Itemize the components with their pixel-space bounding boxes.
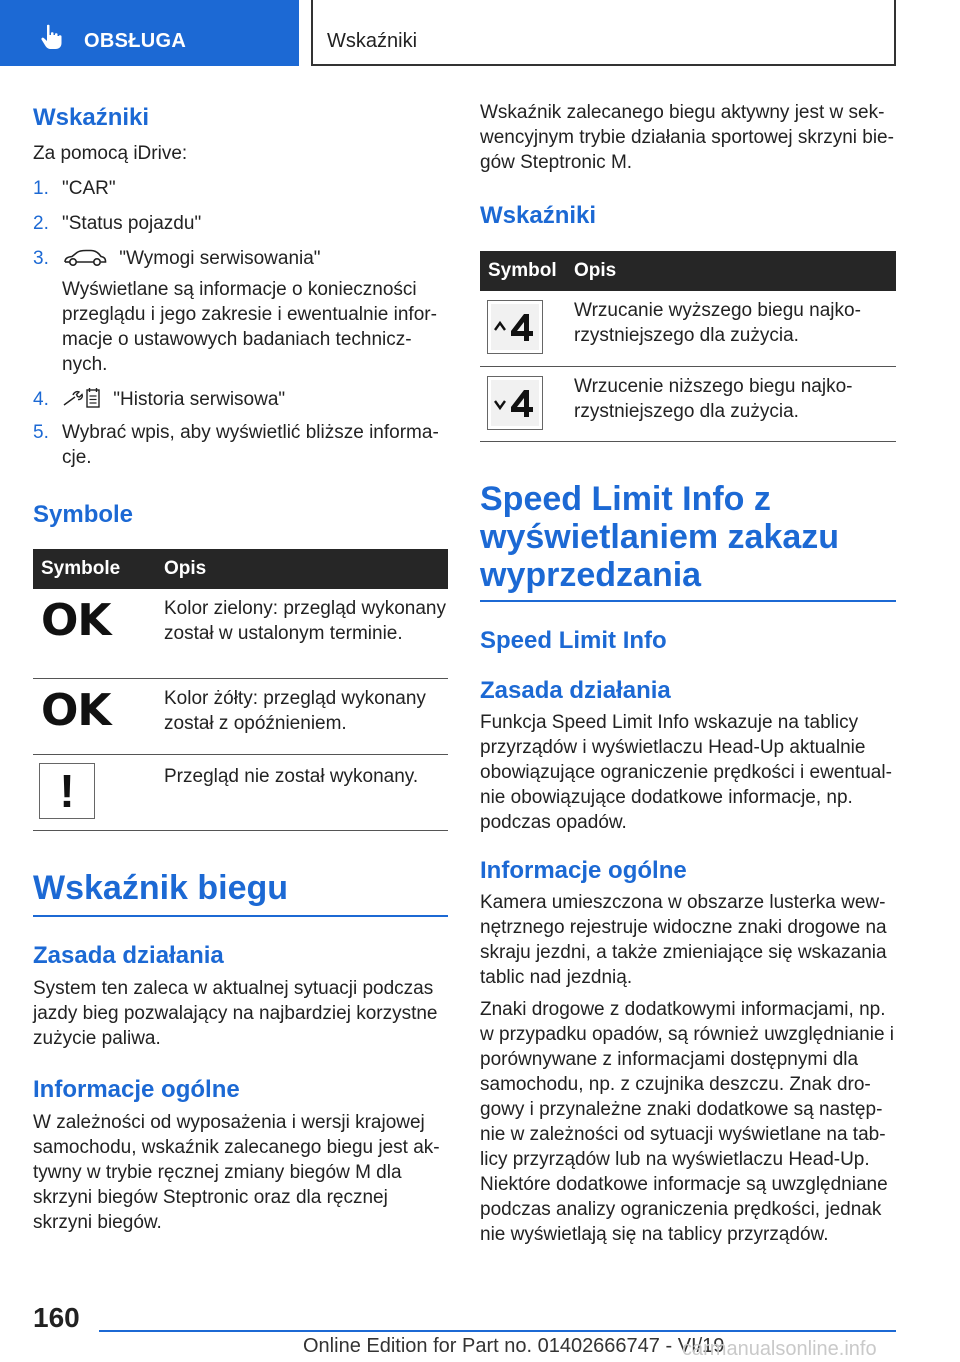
heading-rule xyxy=(480,600,896,602)
indicators-heading: Wskaźniki xyxy=(33,104,150,131)
table-row xyxy=(480,291,896,366)
symbol-cell xyxy=(33,678,156,754)
description-cell: Przegląd nie został wykonany. xyxy=(156,754,448,830)
step-3-description: Wyświetlane są informacje o konieczności przeglądu i jego zakresie i ewentualnie informacje o ustawowych badaniach technicznych. xyxy=(62,279,437,375)
step-3: 3. "Wymogi serwisowania" xyxy=(33,248,321,269)
gear-symbols-table xyxy=(480,251,896,442)
gear-indicator-continuation: Wskaźnik zalecanego biegu aktywny jest w sekwencyjnym trybie działania sportowej skrzyni biegów Steptronic M. xyxy=(480,102,894,173)
ok-yellow-symbol: OK xyxy=(41,684,111,736)
table-row xyxy=(33,589,448,678)
watermark: carmanualsonline.info xyxy=(682,1338,877,1360)
right-column xyxy=(480,100,896,1247)
principle-text: System ten zaleca w aktualnej sytuacji podczas jazdy bieg pozwalający na najbardziej korzystne zużycie paliwa. xyxy=(33,977,438,1049)
description-cell: Wrzucanie wyższego biegu najkorzystniejszego dla zużycia. xyxy=(566,291,896,366)
step-5: 5. Wybrać wpis, aby wyświetlić bliższe informacje. xyxy=(33,422,439,468)
general-info-heading: Informacje ogólne xyxy=(33,1075,240,1103)
service-history-icon xyxy=(62,387,102,409)
sli-principle-text: Funkcja Speed Limit Info wskazuje na tablicy przyrządów i wyświetlaczu Head-Up aktualnie obowiązujące ograniczenie prędkości i ewentualnie obowiązujące dodatkowe informacje, np. podczas opadów. xyxy=(480,711,892,833)
table-row xyxy=(33,678,448,754)
description-cell: Kolor żółty: przegląd wykonany został z opóźnieniem. xyxy=(156,678,448,754)
downshift-4-icon xyxy=(487,376,543,430)
gear-indicator-heading: Wskaźnik biegu xyxy=(33,868,289,907)
speed-limit-heading: Speed Limit Info xyxy=(480,626,667,654)
description-cell: Wrzucenie niższego biegu najkorzystniejszego dla zużycia. xyxy=(566,366,896,441)
symbol-cell xyxy=(480,291,566,366)
speed-limit-main-heading: Speed Limit Info z wyświetlaniem zakazu wyprzedzania xyxy=(480,479,840,594)
step-4: 4. "Historia serwisowa" xyxy=(33,389,286,410)
step-1: 1. "CAR" xyxy=(33,178,116,199)
sli-general-text-2: Znaki drogowe z dodatkowymi informacjami, np. w przypadku opadów, są również uwzględnianie i porównywane z informacjami dostępnymi dla samochodu, np. z czujnika deszczu. Znak drogowy i przynależne znaki dodatkowe są następnie w zależności od sytuacji wyświetlane na tablicy przyrządów lub na wyświetlaczu Head-Up. Niektóre dodatkowe informacje są uwzględniane podczas analizy ograniczenia prędkości, jednak nie wyświetlają się na tablicy przyrządów. xyxy=(480,998,895,1245)
sli-general-heading: Informacje ogólne xyxy=(480,856,687,884)
page-number: 160 xyxy=(33,1302,80,1333)
edition-text: Online Edition for Part no. 01402666747 - VI/19 xyxy=(303,1335,725,1357)
principle-heading: Zasada działania xyxy=(33,941,224,969)
ok-green-symbol: OK xyxy=(41,595,111,646)
table-header-row xyxy=(33,549,448,589)
table-header-symbol: Symbole xyxy=(33,549,156,589)
sli-general-text-1: Kamera umieszczona w obszarze lusterka wewnętrznego rejestruje widoczne znaki drogowe na skraju jezdni, a także zmieniające się wskazania tablic nad jezdnią. xyxy=(480,891,887,988)
step-2: 2. "Status pojazdu" xyxy=(33,213,202,234)
upshift-4-icon xyxy=(487,300,543,354)
symbol-cell xyxy=(33,754,156,830)
section-label: OBSŁUGA xyxy=(84,30,187,52)
chapter-tab xyxy=(311,0,896,66)
symbol-cell xyxy=(33,589,156,678)
section-tab[interactable] xyxy=(0,0,299,66)
footer-rule xyxy=(99,1330,896,1332)
car-icon xyxy=(62,249,108,267)
symbols-heading: Symbole xyxy=(33,501,134,528)
sli-principle-heading: Zasada działania xyxy=(480,676,671,704)
symbol-cell xyxy=(480,366,566,441)
indicators-heading-right: Wskaźniki xyxy=(480,202,597,229)
table-header-symbol: Symbol xyxy=(480,251,566,291)
table-header-description: Opis xyxy=(156,549,448,589)
description-cell: Kolor zielony: przegląd wykonany został w ustalonym terminie. xyxy=(156,589,448,678)
hand-pointer-icon xyxy=(40,24,64,50)
table-header-description: Opis xyxy=(566,251,896,291)
general-info-text: W zależności od wyposażenia i wersji krajowej samochodu, wskaźnik zalecanego biegu jest aktywny w trybie ręcznej zmiany biegów M dla skrzyni biegów Steptronic oraz dla ręcznej skrzyni biegów. xyxy=(33,1111,440,1233)
idrive-steps xyxy=(33,176,448,470)
idrive-intro: Za pomocą iDrive: xyxy=(33,143,188,164)
service-symbols-table xyxy=(33,549,448,831)
table-row xyxy=(33,754,448,830)
heading-rule xyxy=(33,915,448,917)
chapter-label: Wskaźniki xyxy=(327,30,418,52)
left-column xyxy=(33,100,448,1235)
table-header-row xyxy=(480,251,896,291)
table-row xyxy=(480,366,896,441)
exclamation-icon: ! xyxy=(39,763,95,819)
